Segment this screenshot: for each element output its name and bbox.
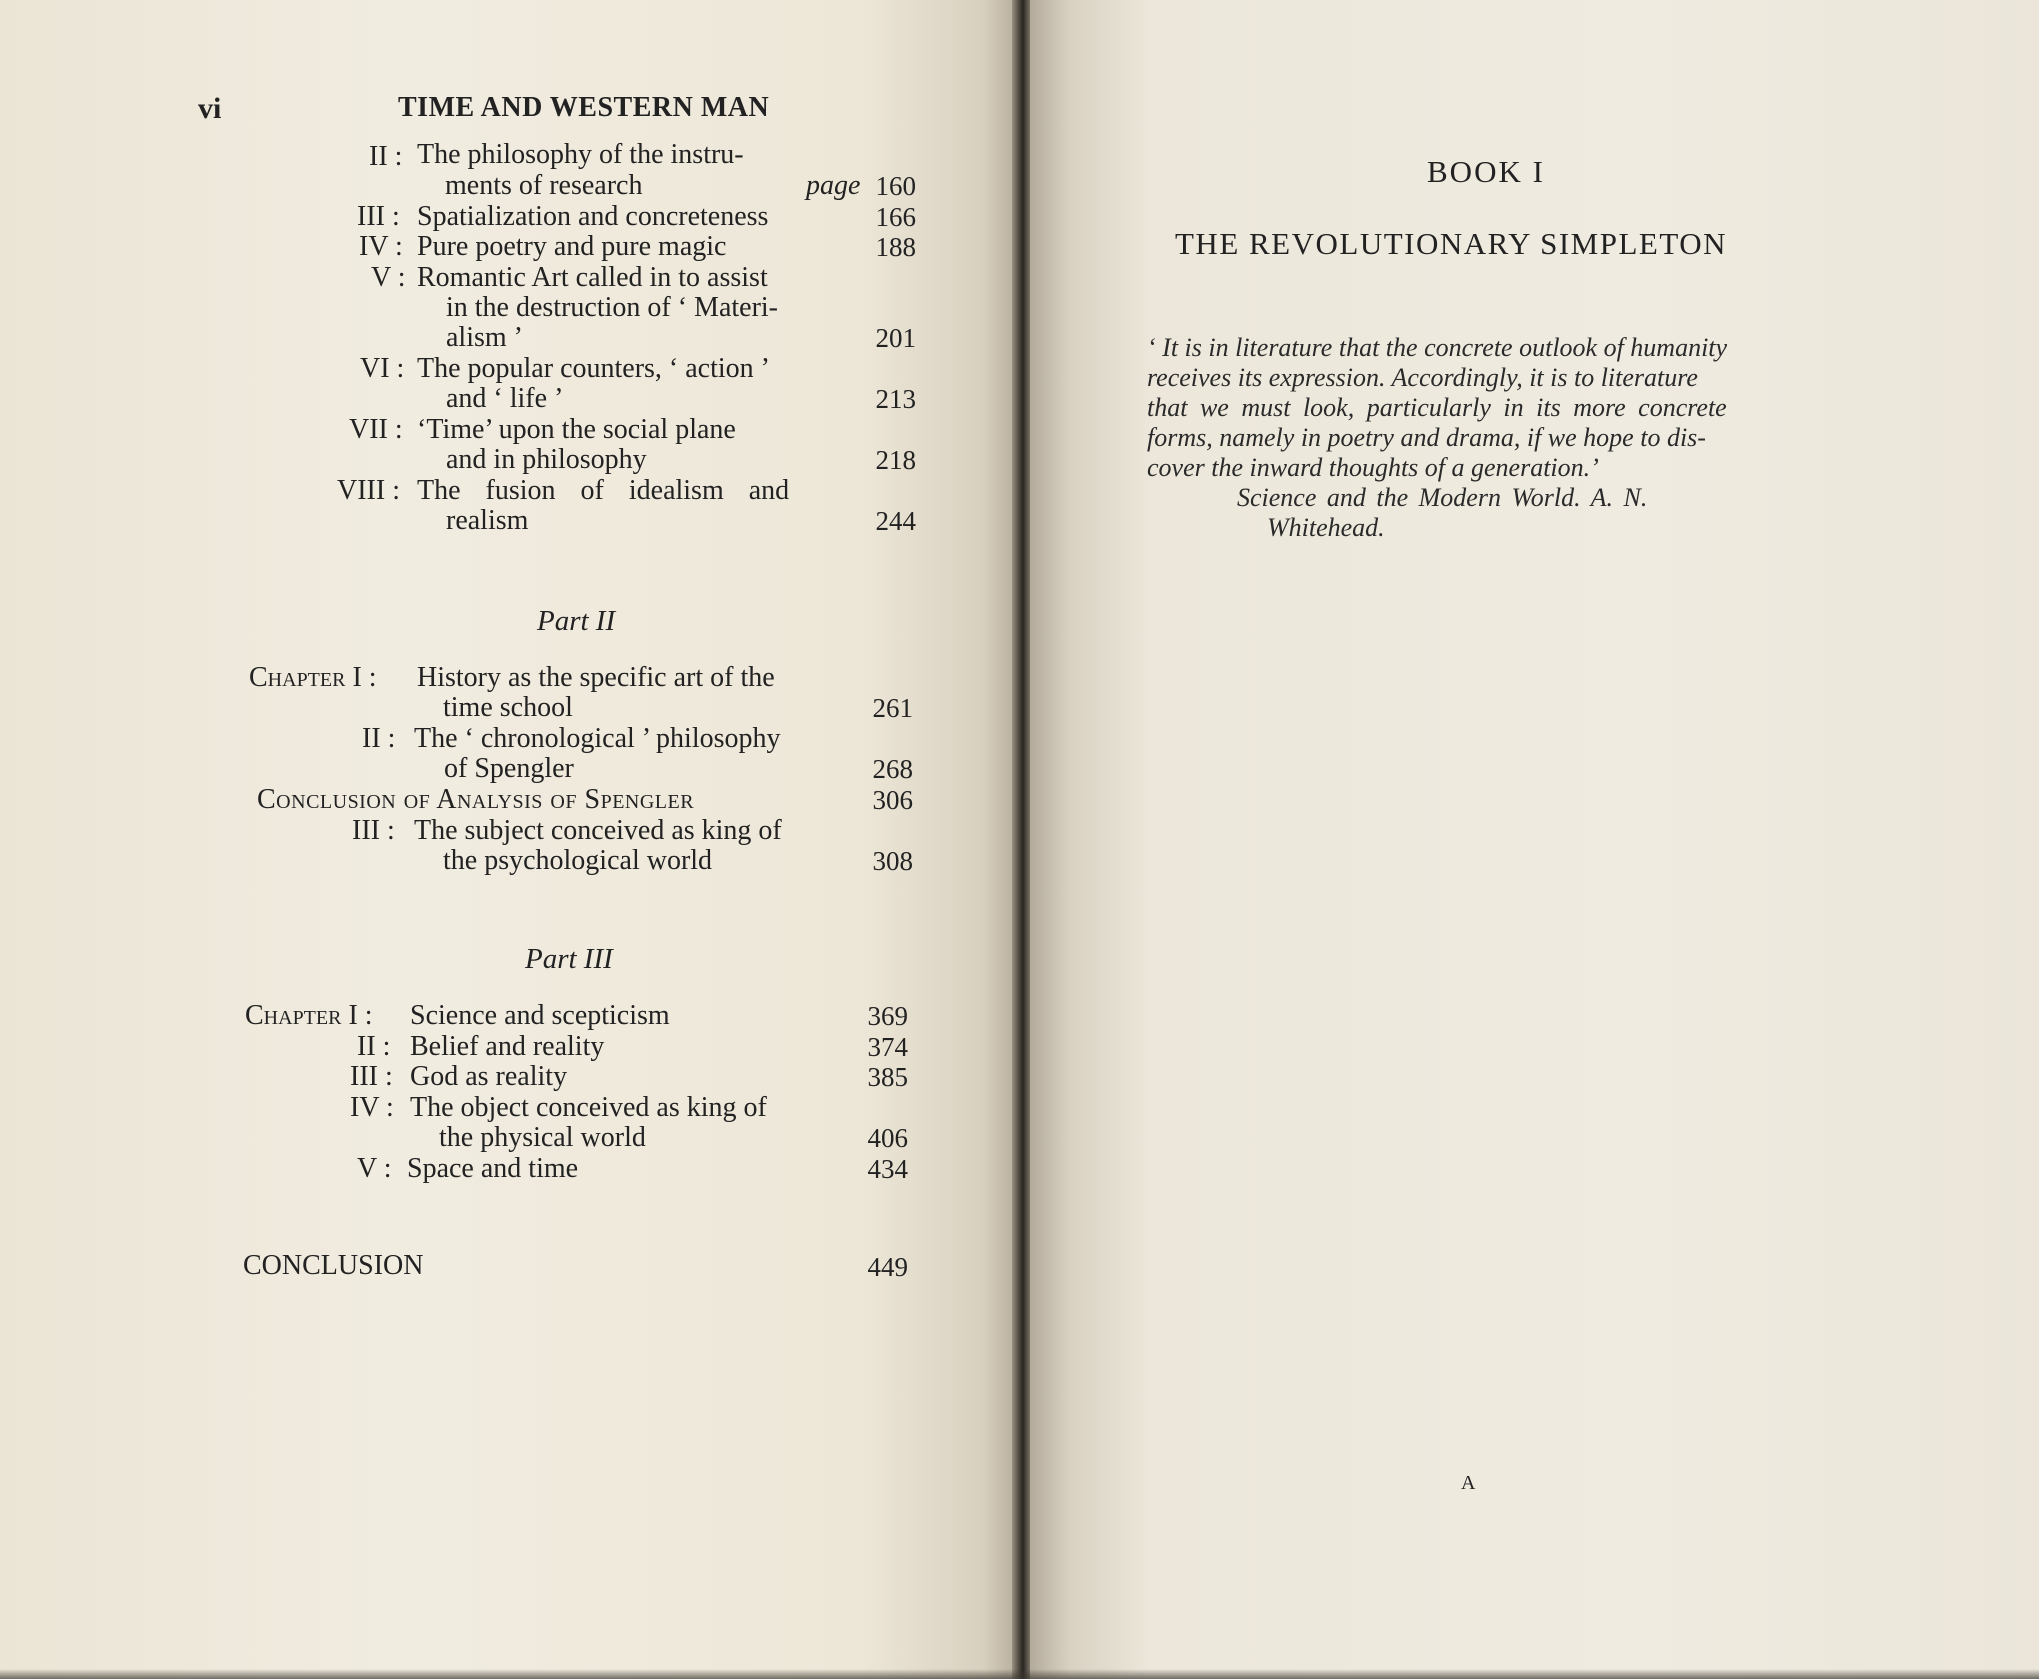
toc-page-number: 374: [867, 1032, 908, 1062]
toc-num: IV :: [359, 231, 403, 262]
toc-entry-line: Science and scepticism: [410, 1000, 670, 1031]
toc-page-number: 160: [875, 171, 916, 201]
toc-page-number: 434: [867, 1154, 908, 1184]
conclusion-of-analysis-label: Conclusion of Analysis of Spengler: [257, 784, 695, 815]
toc-entry-line: Spatialization and concreteness: [417, 201, 769, 232]
book-title: THE REVOLUTIONARY SIMPLETON: [1175, 226, 1727, 261]
chapter-label: Chapter I :: [245, 1000, 373, 1031]
toc-num: VIII :: [337, 475, 400, 506]
toc-entry-line: The subject conceived as king of: [414, 815, 782, 846]
toc-page-number: 244: [875, 506, 916, 536]
book-number: BOOK I: [1427, 154, 1545, 189]
toc-entry-line: ‘Time’ upon the social plane: [417, 414, 736, 445]
toc-entry-line: The philosophy of the instru-: [417, 139, 744, 170]
toc-num: VII :: [349, 414, 403, 445]
epigraph-attribution: Science and the Modern World. A. N.: [1237, 483, 1648, 512]
toc-num: VI :: [360, 353, 405, 384]
toc-num: II :: [369, 141, 403, 172]
toc-entry-line: Belief and reality: [410, 1031, 605, 1062]
book-spine: [1012, 0, 1032, 1679]
toc-entry-line: and ‘ life ’: [446, 383, 564, 414]
toc-num: III :: [357, 201, 400, 232]
toc-page-number: 449: [867, 1252, 908, 1282]
toc-page-number: 369: [867, 1001, 908, 1031]
toc-entry-line: of Spengler: [444, 753, 574, 784]
toc-entry-line: The popular counters, ‘ action ’: [417, 353, 770, 384]
toc-entry-line: Space and time: [407, 1153, 579, 1184]
chapter-label: Chapter I :: [249, 662, 377, 693]
signature-mark: A: [1461, 1472, 1476, 1494]
part-heading: Part II: [537, 605, 616, 637]
toc-page-word: page: [806, 170, 861, 201]
toc-entry-line: alism ’: [446, 322, 523, 353]
toc-num: V :: [357, 1153, 392, 1184]
toc-page-number: 406: [867, 1123, 908, 1153]
epigraph-attribution: Whitehead.: [1267, 513, 1385, 542]
toc-num: II :: [357, 1031, 391, 1062]
toc-page-number: 188: [875, 232, 916, 262]
toc-entry-line: The object conceived as king of: [410, 1092, 767, 1123]
toc-entry-line: The fusion of idealism and: [417, 475, 790, 506]
toc-num: III :: [350, 1061, 393, 1092]
epigraph-line: that we must look, particularly in its more concrete: [1147, 393, 1727, 422]
toc-page-number: 201: [875, 323, 916, 353]
epigraph-line: cover the inward thoughts of a generation.’: [1147, 453, 1599, 482]
toc-entry-line: realism: [446, 505, 529, 536]
toc-page-number: 218: [875, 445, 916, 475]
toc-entry-line: ments of research: [445, 170, 643, 201]
toc-entry-line: God as reality: [410, 1061, 568, 1092]
toc-page-number: 268: [872, 754, 913, 784]
page-folio-left: vi: [198, 92, 222, 125]
epigraph-line: ‘ It is in literature that the concrete outlook of humanity: [1147, 333, 1728, 362]
toc-entry-line: in the destruction of ‘ Materi-: [446, 292, 779, 323]
toc-page-number: 166: [875, 202, 916, 232]
toc-num: II :: [362, 723, 396, 754]
toc-entry-line: and in philosophy: [446, 444, 647, 475]
running-head: TIME AND WESTERN MAN: [398, 92, 770, 123]
left-page: [0, 0, 1014, 1679]
toc-num: IV :: [350, 1092, 394, 1123]
epigraph-line: forms, namely in poetry and drama, if we hope to dis-: [1147, 423, 1706, 452]
toc-entry-line: Pure poetry and pure magic: [417, 231, 727, 262]
toc-entry-line: The ‘ chronological ’ philosophy: [414, 723, 781, 754]
toc-entry-line: the psychological world: [443, 845, 713, 876]
toc-page-number: 308: [872, 846, 913, 876]
epigraph-line: receives its expression. Accordingly, it is to literature: [1147, 363, 1698, 392]
toc-page-number: 385: [867, 1062, 908, 1092]
toc-entry-line: the physical world: [439, 1122, 646, 1153]
part-heading: Part III: [525, 943, 613, 975]
toc-num: V :: [371, 262, 406, 293]
toc-entry-line: Romantic Art called in to assist: [417, 262, 768, 293]
conclusion-heading: CONCLUSION: [243, 1250, 424, 1281]
toc-page-number: 213: [875, 384, 916, 414]
toc-page-number: 261: [872, 693, 913, 723]
right-page: [1030, 0, 2039, 1679]
toc-page-number: 306: [872, 785, 913, 815]
toc-entry-line: History as the specific art of the: [417, 662, 775, 693]
toc-entry-line: time school: [443, 692, 573, 723]
toc-num: III :: [352, 815, 395, 846]
page-bottom-edge: [0, 1669, 2039, 1679]
